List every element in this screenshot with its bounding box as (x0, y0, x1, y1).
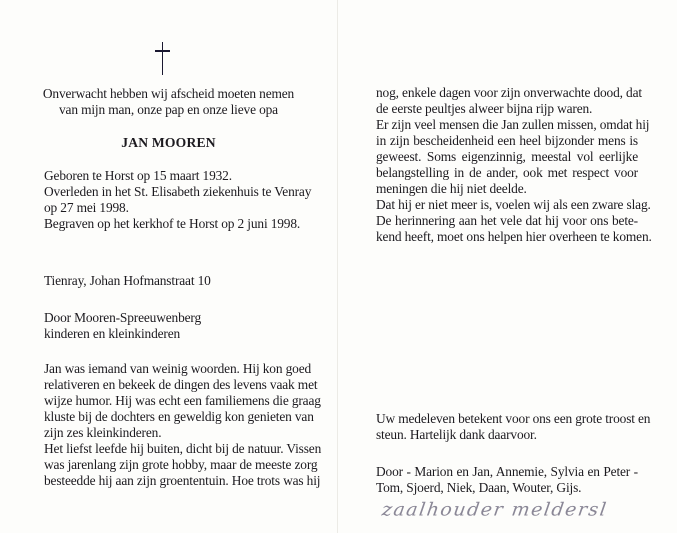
biography-continued-line: in zijn bescheidenheid een heel bijzonder mens is (376, 133, 638, 148)
left-panel (0, 0, 337, 533)
thanks-line-1: Uw medeleven betekent voor ons een grote troost en (376, 411, 651, 426)
biography-continued-line: geweest. Soms eigenzinnig, meestal vol eerlijke (376, 149, 638, 164)
birth-line: Geboren te Horst op 15 maart 1932. (44, 168, 232, 183)
biography-continued-line: nog, enkele dagen voor zijn onverwachte dood, dat (376, 85, 642, 100)
deceased-name: JAN MOOREN (121, 135, 216, 150)
biography-line: relativeren en bekeek de dingen des levens vaak met (44, 377, 318, 392)
biography-line: Het liefst leefde hij buiten, dicht bij de natuur. Vissen (44, 441, 322, 456)
biography-continued-line: meningen die hij niet deelde. (376, 181, 527, 196)
handwritten-note: zaalhouder meldersl (380, 499, 609, 521)
cross-icon (155, 42, 170, 75)
death-line: Overleden in het St. Elisabeth ziekenhuis te Venray (44, 184, 312, 199)
biography-continued-line: Er zijn veel mensen die Jan zullen missen, omdat hij (376, 117, 650, 132)
family-line-1: Door Mooren-Spreeuwenberg (44, 310, 202, 325)
intro-line-1: Onverwacht hebben wij afscheid moeten nemen (42, 86, 295, 101)
biography-continued-line: Dat hij er niet meer is, voelen wij als een zware slag. (376, 197, 651, 212)
signed-by-line-2: Tom, Sjoerd, Niek, Daan, Wouter, Gijs. (376, 480, 582, 495)
address-line: Tienray, Johan Hofmanstraat 10 (44, 273, 211, 288)
biography-line: was jarenlang zijn grote hobby, maar de meeste zorg (44, 457, 318, 472)
biography-continued-line: kend heeft, moet ons helpen hier overheen te komen. (376, 229, 652, 244)
family-line-2: kinderen en kleinkinderen (44, 326, 181, 341)
thanks-line-2: steun. Hartelijk dank daarvoor. (376, 427, 537, 442)
biography-line: Jan was iemand van weinig woorden. Hij kon goed (44, 361, 312, 376)
burial-line: Begraven op het kerkhof te Horst op 2 juni 1998. (44, 216, 301, 231)
right-panel (338, 0, 677, 533)
signed-by-line-1: Door - Marion en Jan, Annemie, Sylvia en Peter - (376, 464, 638, 479)
biography-continued-line: De herinnering aan het vele dat hij voor ons bete- (376, 213, 638, 228)
biography-line: zijn zes kleinkinderen. (44, 425, 162, 440)
biography-line: kluste bij de dochters en geweldig kon genieten van (44, 409, 314, 424)
biography-continued-line: de eerste peultjes alweer bijna rijp waren. (376, 101, 593, 116)
biography-continued-line: belangstelling in de ander, ook met respect voor (376, 165, 638, 180)
biography-line: besteedde hij aan zijn groententuin. Hoe trots was hij (44, 473, 321, 488)
biography-line: wijze humor. Hij was echt een familiemens die graag (44, 393, 321, 408)
intro-line-2: van mijn man, onze pap en onze lieve opa (59, 102, 278, 117)
death-date-line: op 27 mei 1998. (44, 200, 129, 215)
